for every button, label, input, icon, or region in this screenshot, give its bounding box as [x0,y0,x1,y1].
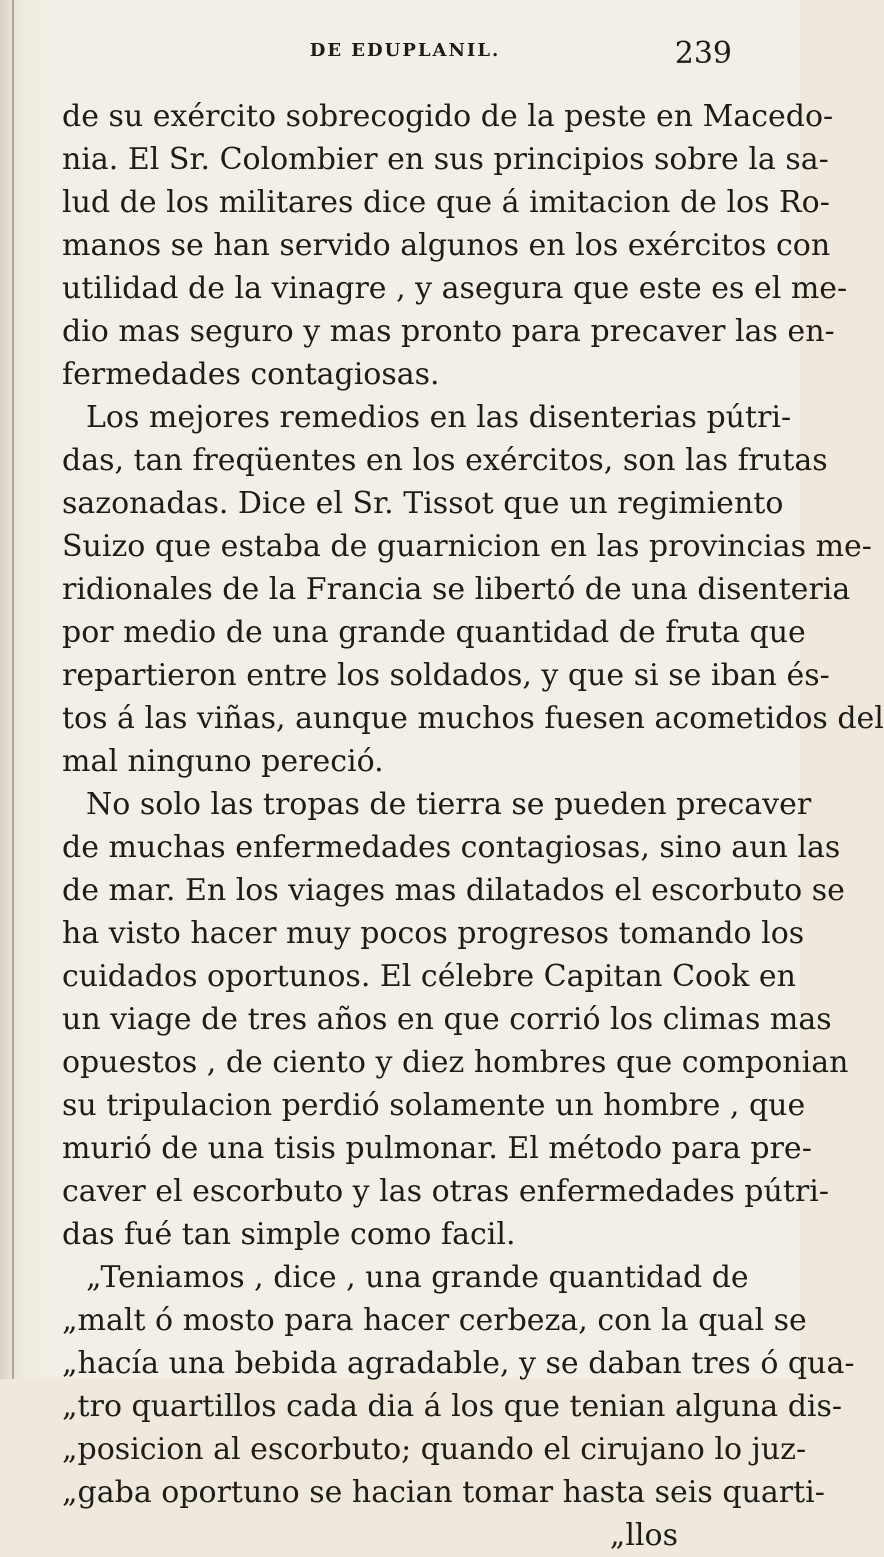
text-line: ha visto hacer muy pocos progresos tomando los [62,916,805,951]
body-text [62,95,884,1557]
text-line: Los mejores remedios en las disenterias pútri- [86,400,792,435]
text-line: No solo las tropas de tierra se pueden precaver [86,787,812,822]
running-head: DE EDUPLANIL. [309,40,501,61]
catchword: „llos [609,1518,678,1553]
text-line: de mar. En los viages mas dilatados el escorbuto se [62,873,845,908]
text-line: „malt ó mosto para hacer cerbeza, con la qual se [62,1303,807,1338]
text-line: repartieron entre los soldados, y que si se iban és- [62,658,830,693]
binding-edge [12,0,14,1379]
text-line: opuestos , de ciento y diez hombres que componian [62,1045,849,1080]
page-header [60,36,750,96]
text-line: „tro quartillos cada dia á los que tenian alguna dis- [62,1389,843,1424]
text-line: „Teniamos , dice , una grande quantidad de [86,1260,749,1295]
text-line: sazonadas. Dice el Sr. Tissot que un regimiento [62,486,784,521]
text-line: „hacía una bebida agradable, y se daban tres ó qua- [62,1346,855,1381]
text-line: de muchas enfermedades contagiosas, sino aun las [62,830,841,865]
text-line: lud de los militares dice que á imitacion de los Ro- [62,185,830,220]
text-line: dio mas seguro y mas pronto para precaver las en- [62,314,835,349]
text-line: nia. El Sr. Colombier en sus principios sobre la sa- [62,142,829,177]
page-number: 239 [674,36,732,71]
text-line: utilidad de la vinagre , y asegura que este es el me- [62,271,848,306]
text-line: murió de una tisis pulmonar. El método para pre- [62,1131,812,1166]
text-line: su tripulacion perdió solamente un hombre , que [62,1088,806,1123]
text-line: das fué tan simple como facil. [62,1217,516,1252]
text-line: „gaba oportuno se hacian tomar hasta seis quarti- [62,1475,825,1510]
text-line: ridionales de la Francia se libertó de una disenteria [62,572,851,607]
text-line: „posicion al escorbuto; quando el cirujano lo juz- [62,1432,807,1467]
text-line: caver el escorbuto y las otras enfermedades pútri- [62,1174,829,1209]
text-line: das, tan freqüentes en los exércitos, son las frutas [62,443,828,478]
text-line: por medio de una grande quantidad de fruta que [62,615,806,650]
text-line: tos á las viñas, aunque muchos fuesen acometidos del [62,701,884,736]
text-line: Suizo que estaba de guarnicion en las provincias me- [62,529,872,564]
text-line: manos se han servido algunos en los exércitos con [62,228,831,263]
text-line: mal ninguno pereció. [62,744,384,779]
text-line: cuidados oportunos. El célebre Capitan Cook en [62,959,796,994]
text-line: de su exército sobrecogido de la peste en Macedo- [62,99,834,134]
text-line: un viage de tres años en que corrió los climas mas [62,1002,832,1037]
text-line: fermedades contagiosas. [62,357,440,392]
